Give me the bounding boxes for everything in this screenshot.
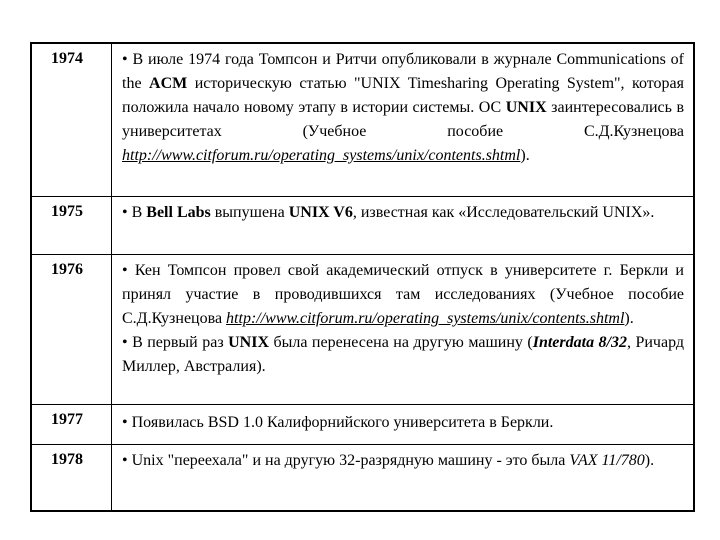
citforum-link[interactable]: http://www.citforum.ru/operating_systems/unix/contents.shtml xyxy=(226,310,625,327)
event-cell xyxy=(112,445,693,473)
year-cell: 1977 xyxy=(32,405,112,444)
table-row-1975 xyxy=(32,196,693,254)
year-cell: 1978 xyxy=(32,445,112,510)
year-cell: 1975 xyxy=(32,197,112,254)
event-text: • Появилась BSD 1.0 Калифорнийского университета в Беркли. xyxy=(122,414,554,431)
year-cell: 1974 xyxy=(32,44,112,196)
event-cell xyxy=(112,197,693,225)
event-cell xyxy=(112,255,693,379)
table-row-1978 xyxy=(32,444,693,510)
event-text: • В июле 1974 года Томпсон и Ритчи опубликовали в журнале Communications of the ACM историческую статью "UNIX Timesharing Operating System", которая положила начало новому этапу в истории системы. ОС UNIX заинтересовались в университетах (Учебное пособие С.Д.Кузнецова http://www.citforum.ru/operating_systems/unix/contents.shtml). xyxy=(122,51,685,164)
table-row-1974 xyxy=(32,44,693,196)
event-text: • Unix "переехала" и на другую 32-разрядную машину - это была VAX 11/780). xyxy=(122,452,655,469)
citforum-link[interactable]: http://www.citforum.ru/operating_systems/unix/contents.shtml xyxy=(122,147,521,164)
event-cell xyxy=(112,44,693,168)
year-cell: 1976 xyxy=(32,255,112,404)
event-cell xyxy=(112,405,693,435)
event-text: • В первый раз UNIX была перенесена на другую машину (Interdata 8/32, Ричард Миллер, Австралия). xyxy=(122,334,684,375)
event-text: • В Bell Labs выпушена UNIX V6, известная как «Исследовательский UNIX». xyxy=(122,204,655,221)
history-table xyxy=(30,42,695,512)
event-text: • Кен Томпсон провел свой академический отпуск в университете г. Беркли и принял участие в проводившихся там исследованиях (Учебное пособие С.Д.Кузнецова http://www.citforum.ru/operating_systems/unix/contents.shtml). xyxy=(122,262,684,327)
table-row-1977 xyxy=(32,404,693,444)
table-row-1976 xyxy=(32,254,693,404)
